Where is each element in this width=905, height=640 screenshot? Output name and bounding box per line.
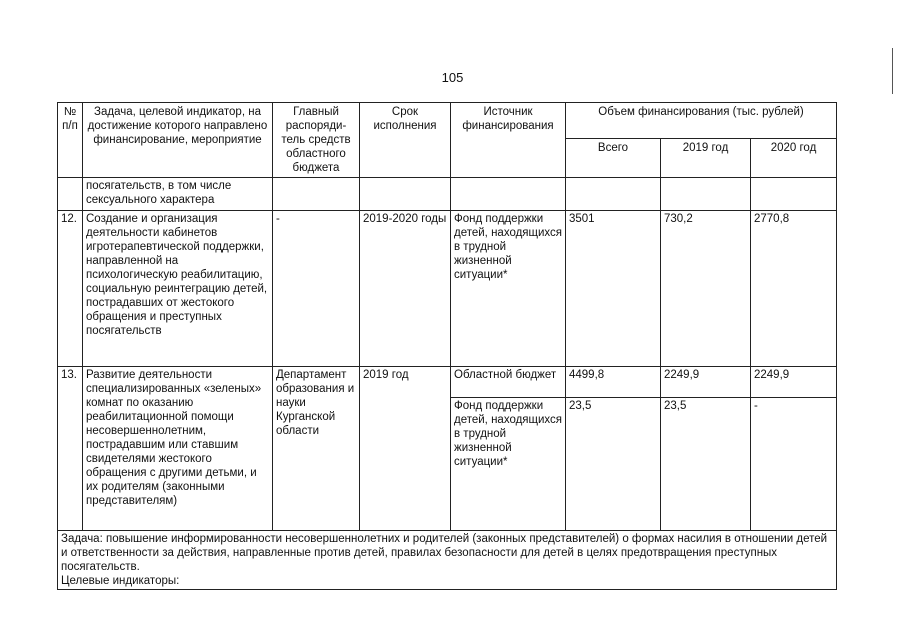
header-row xyxy=(58,103,837,139)
cell-manager: Департамент образования и науки Курганской области xyxy=(273,367,360,531)
header-num: № п/п xyxy=(58,103,83,178)
cell-task: Развитие деятельности специализированных «зеленых» комнат по оказанию реабилитационной помощи несовершеннолетним, пострадавшим или ставшим свидетелями жестокого обращения с другими детьми, и их родителям (законными представителям) xyxy=(83,367,273,531)
cell-num xyxy=(58,178,83,211)
cell-source xyxy=(451,178,566,211)
header-manager: Главный распоряди-тель средств областного бюджета xyxy=(273,103,360,178)
cell-manager xyxy=(273,178,360,211)
cell-total: 4499,8 xyxy=(566,367,661,398)
cell-term xyxy=(360,178,451,211)
cell-2019: 2249,9 xyxy=(661,367,751,398)
cell-total xyxy=(566,178,661,211)
cell-2019: 23,5 xyxy=(661,398,751,531)
cell-num: 13. xyxy=(58,367,83,531)
cell-total: 23,5 xyxy=(566,398,661,531)
cell-task: Создание и организация деятельности кабинетов игротерапевтической поддержки, направленной на психологическую реабилитацию, социальную реинтеграцию детей, пострадавших от жестокого обращения и преступных посягательств xyxy=(83,211,273,367)
cell-2020 xyxy=(751,178,837,211)
table-row xyxy=(58,178,837,211)
header-task: Задача, целевой индикатор, на достижение которого направлено финансирование, мероприятие xyxy=(83,103,273,178)
task-row xyxy=(58,531,837,590)
header-source: Источник финансирования xyxy=(451,103,566,178)
cell-source: Областной бюджет xyxy=(451,367,566,398)
cell-term: 2019 год xyxy=(360,367,451,531)
table-row xyxy=(58,211,837,367)
page-number: 105 xyxy=(441,70,464,85)
cell-2020: - xyxy=(751,398,837,531)
header-total: Всего xyxy=(566,139,661,178)
header-volume: Объем финансирования (тыс. рублей) xyxy=(566,103,837,139)
financing-table xyxy=(57,102,837,590)
cell-term: 2019-2020 годы xyxy=(360,211,451,367)
task-text: Задача: повышение информированности несовершеннолетних и родителей (законных представителей) о формах насилия в отношении детей и ответственности за действия, направленные против детей, правилах безопасности для детей в целях предотвращения преступных посягательств. xyxy=(61,533,828,573)
margin-mark xyxy=(892,48,893,94)
header-2019: 2019 год xyxy=(661,139,751,178)
cell-2020: 2770,8 xyxy=(751,211,837,367)
header-term: Срок исполнения xyxy=(360,103,451,178)
cell-num: 12. xyxy=(58,211,83,367)
table-row xyxy=(58,367,837,398)
cell-2020: 2249,9 xyxy=(751,367,837,398)
cell-manager: - xyxy=(273,211,360,367)
cell-source: Фонд поддержки детей, находящихся в трудной жизненной ситуации* xyxy=(451,398,566,531)
header-2020: 2020 год xyxy=(751,139,837,178)
cell-2019: 730,2 xyxy=(661,211,751,367)
cell-2019 xyxy=(661,178,751,211)
cell-task: посягательств, в том числе сексуального характера xyxy=(83,178,273,211)
task-cell xyxy=(58,531,837,590)
cell-source: Фонд поддержки детей, находящихся в трудной жизненной ситуации* xyxy=(451,211,566,367)
cell-total: 3501 xyxy=(566,211,661,367)
indicators-label: Целевые индикаторы: xyxy=(61,575,180,587)
